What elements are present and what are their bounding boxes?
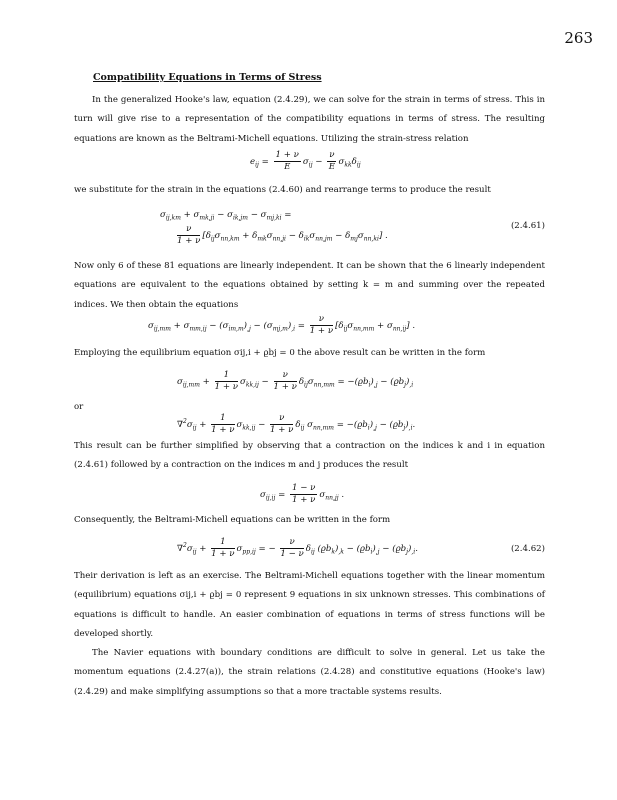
equation-strain-stress: $e_{ij}$ = $\frac{1 + \nu}{E}$ $\sigma_{ij}$ − $\frac{\nu}{E}$ $\sigma_{kk}\delta_{ij}$: [250, 150, 361, 172]
paragraph-4: Employing the equilibrium equation σij,i + ϱbj = 0 the above result can be written in the form: [74, 348, 486, 358]
paragraph-6: Consequently, the Beltrami-Michell equations can be written in the form: [74, 515, 391, 525]
paragraph-8: The Navier equations with boundary conditions are difficult to solve in general. Let us take the momentum equations (2.4.27(a)), the strain relations (2.4.28) and constitutive equations (Hooke's law) (2.4.29) and make simplifying assumptions so that a more tractable systems results.: [74, 648, 545, 697]
word-or: or: [74, 402, 84, 412]
equation-2-4-62: $\nabla^2\sigma_{ij}$ + $\frac{1}{1 + \nu}$ $\sigma_{pp,ij}$ = − $\frac{\nu}{1 - \nu}$ $\delta_{ij}$ $(ϱb_k)_{,k} - (ϱb_i)_{,j} - (ϱb_j)_{,i}$.: [177, 537, 418, 559]
equation-contraction-result: $\sigma_{ij,ij}$ = $\frac{1 - \nu}{1 + \nu}$ $\sigma_{nn,jj}$ .: [260, 483, 345, 505]
equation-label-2-4-62: (2.4.62): [510, 544, 545, 554]
equation-contracted: $\sigma_{ij,mm} + \sigma_{mm,ij} - (\sigma_{im,m})_{,j} - (\sigma_{mj,m})_{,i}$ = $\frac{\nu}{1 + \nu}$ $[\delta_{ij}\sigma_{nn,mm} + \sigma_{nn,ij}]$ .: [148, 314, 416, 336]
paragraph-5: This result can be further simplified by observing that a contraction on the indices k and i in equation (2.4.61) followed by a contraction on the indices m and j produces the result: [74, 441, 545, 471]
equation-laplacian-form: $\nabla^2\sigma_{ij}$ + $\frac{1}{1 + \nu}$ $\sigma_{kk,ij}$ − $\frac{\nu}{1 + \nu}$ $\delta_{ij}$ $\sigma_{nn,mm} = -(ϱb_i)_{,j} - (ϱb_j)_{,i}$.: [177, 413, 416, 435]
section-title: Compatibility Equations in Terms of Stress: [93, 72, 322, 83]
equation-label-2-4-61: (2.4.61): [510, 221, 545, 231]
equation-2-4-61-line1: $\sigma_{ij,km} + \sigma_{mk,ji} - \sigma_{ik,jm} - \sigma_{mj,ki}$ =: [160, 210, 292, 222]
paragraph-2: we substitute for the strain in the equations (2.4.60) and rearrange terms to produce the result: [74, 185, 491, 195]
paragraph-7: Their derivation is left as an exercise. The Beltrami-Michell equations together with the linear momentum (equilibrium) equations σij,i + ϱbj = 0 represent 9 equations in six unknown stresses. This combinations of equations is difficult to handle. An easier combination of equations in terms of stress functions will be developed shortly.: [74, 571, 545, 640]
equation-equilibrium-form: $\sigma_{ij,mm}$ + $\frac{1}{1 + \nu}$ $\sigma_{kk,ij}$ − $\frac{\nu}{1 + \nu}$ $\delta_{ij}\sigma_{nn,mm} = -(ϱb_i)_{,j} - (ϱb_j)_{,i}$: [177, 370, 414, 392]
paragraph-1: In the generalized Hooke's law, equation (2.4.29), we can solve for the strain in terms of stress. This in turn will give rise to a representation of the compatibility equations in terms of stress. The resulting equations are known as the Beltrami-Michell equations. Utilizing the strain-stress relation: [74, 95, 545, 144]
equation-2-4-61-line2: $\frac{\nu}{1 + \nu}$ $[\delta_{ij}\sigma_{nn,km} + \delta_{mk}\sigma_{nn,ji} - \delta_{ik}\sigma_{nn,jm} - \delta_{mj}\sigma_{nn,ki}]$ .: [177, 224, 388, 246]
page-number: 263: [564, 29, 593, 47]
paragraph-3: Now only 6 of these 81 equations are linearly independent. It can be shown that the 6 linearly independent equations are equivalent to the equations obtained by setting k = m and summing over the repeated indices. We then obtain the equations: [74, 261, 545, 310]
